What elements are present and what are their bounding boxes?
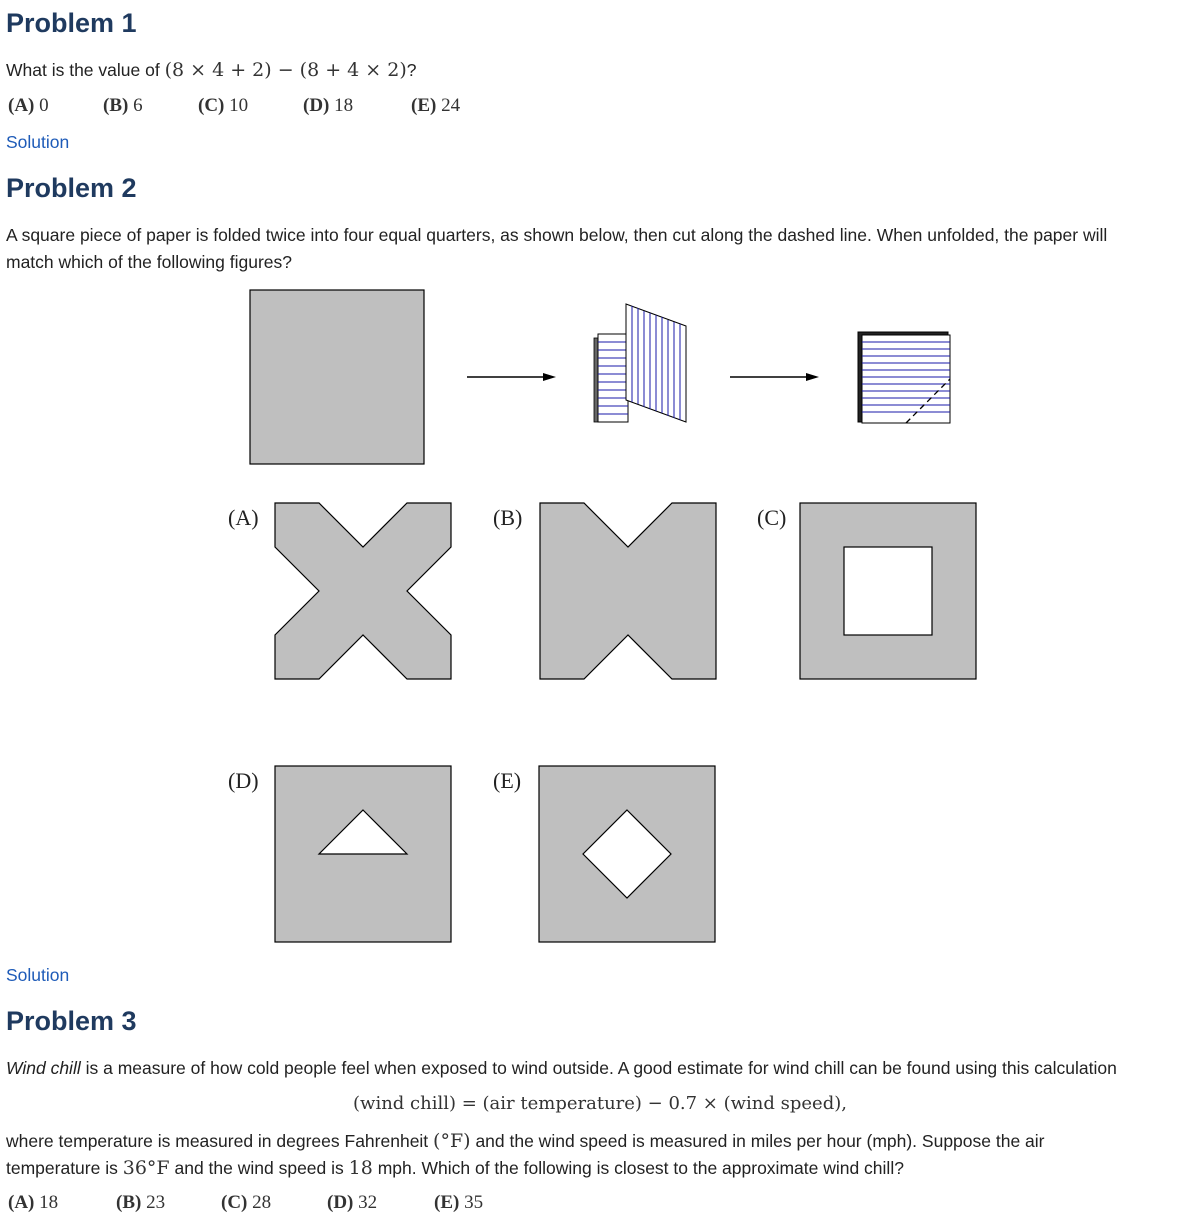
- problem-1-question-suffix: ?: [406, 60, 417, 80]
- problem-1-question: [6, 57, 417, 84]
- problem-2-question: [6, 222, 1196, 276]
- problem-3-line-3-text-b: and the wind speed is: [174, 1158, 344, 1178]
- figure-d-label: (D): [228, 768, 259, 793]
- wind-chill-term: Wind chill: [6, 1058, 81, 1078]
- problem-1-solution-link[interactable]: Solution: [6, 132, 70, 152]
- wind-speed-value: 18: [348, 1157, 373, 1179]
- figure-e-label: (E): [493, 768, 522, 793]
- problem-1-choice-a: (A) 0: [8, 95, 49, 116]
- figure-e-diamond-hole: [535, 762, 719, 946]
- problem-3-heading: Problem 3: [6, 1006, 137, 1036]
- problem-3-line-3: [6, 1155, 904, 1182]
- quarter-folded-paper: [858, 332, 950, 423]
- problem-3-intro: [6, 1055, 1117, 1082]
- figure-a-x-shape: [270, 498, 454, 682]
- problem-3-choice-e: (E) 35: [434, 1192, 484, 1213]
- problem-3-line-2-text-a: where temperature is measured in degrees Fahrenheit: [6, 1131, 429, 1151]
- problem-1-choice-e: (E) 24: [411, 95, 461, 116]
- problem-3-line-3-text-c: mph. Which of the following is closest to the approximate wind chill?: [377, 1158, 904, 1178]
- problem-1-choice-b: (B) 6: [103, 95, 143, 116]
- problem-2-question-line-1: A square piece of paper is folded twice into four equal quarters, as shown below, then cut along the dashed line. When unfolded, the paper will: [6, 225, 1108, 245]
- air-temperature-value: 36°F: [122, 1157, 170, 1179]
- unfolded-square: [250, 290, 424, 464]
- problem-3-choice-a: (A) 18: [8, 1192, 59, 1213]
- arrow-right-icon: [730, 373, 819, 381]
- problem-2-question-line-2: match which of the following figures?: [6, 252, 292, 272]
- problem-3-line-3-text-a: temperature is: [6, 1158, 118, 1178]
- half-folded-paper: [594, 304, 686, 422]
- folding-sequence-figure: [0, 280, 1200, 480]
- problem-3-line-2: [6, 1128, 1045, 1155]
- problem-1-expression: (8 × 4 + 2) − (8 + 4 × 2): [164, 59, 407, 81]
- figure-c-square-hole: [796, 498, 980, 682]
- problem-3-intro-rest: is a measure of how cold people feel when exposed to wind outside. A good estimate for wind chill can be found using this calculation: [85, 1058, 1117, 1078]
- problem-1-question-prefix: What is the value of: [6, 60, 160, 80]
- problem-2-solution-link[interactable]: Solution: [6, 965, 70, 985]
- figure-a-label: (A): [228, 505, 259, 530]
- problem-3-line-2-text-b: and the wind speed is measured in miles per hour (mph). Suppose the air: [475, 1131, 1045, 1151]
- figure-b-label: (B): [493, 505, 523, 530]
- wind-chill-formula: (wind chill) = (air temperature) − 0.7 × (wind speed),: [353, 1093, 847, 1114]
- problem-3-choice-c: (C) 28: [221, 1192, 272, 1213]
- problem-3-choice-b: (B) 23: [116, 1192, 166, 1213]
- problem-1-choice-d: (D) 18: [303, 95, 354, 116]
- figure-d-triangle-hole: [270, 762, 454, 946]
- figure-c-label: (C): [757, 505, 787, 530]
- problem-2-heading: Problem 2: [6, 173, 137, 203]
- problem-3-choice-d: (D) 32: [327, 1192, 378, 1213]
- problem-1-heading: Problem 1: [6, 8, 137, 38]
- figure-b-bowtie-shape: [535, 498, 719, 682]
- fahrenheit-unit: (°F): [433, 1130, 471, 1152]
- problem-1-choice-c: (C) 10: [198, 95, 249, 116]
- arrow-right-icon: [467, 373, 556, 381]
